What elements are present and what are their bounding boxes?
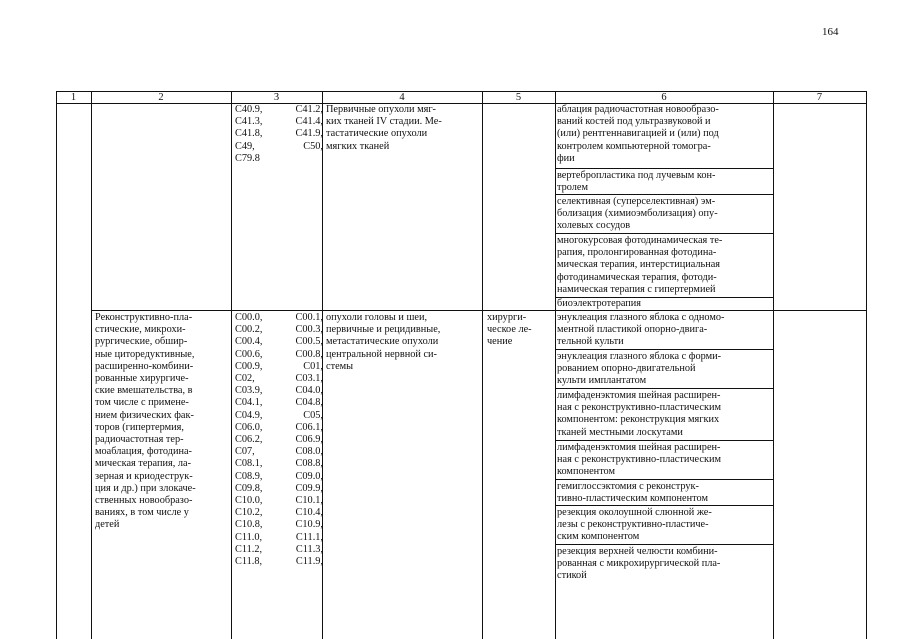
icd-code: C01, xyxy=(303,360,323,372)
icd-code: C00.1, xyxy=(295,312,323,323)
icd-code: C49, xyxy=(235,140,255,152)
icd-code: C10.8, xyxy=(235,519,263,531)
icd-code: C08.1, xyxy=(235,458,263,470)
diagnosis: опухоли головы и шеи, первичные и рецидивные, метастатические опухоли центральной нервной си- стемы xyxy=(326,312,441,372)
icd-code: C00.5, xyxy=(295,336,323,348)
icd-code: C07, xyxy=(235,446,255,458)
icd-code: C00.8, xyxy=(295,348,323,360)
icd-code: C00.2, xyxy=(235,324,263,336)
treatment-type: хирурги- ческое ле- чение xyxy=(487,312,532,348)
icd-code: C11.2, xyxy=(235,543,263,555)
method-item: энуклеация глазного яблока с одномо- ментной пластикой опорно-двига- тельной культи xyxy=(557,312,725,348)
column-border xyxy=(866,91,867,639)
icd-code: C11.3, xyxy=(295,543,323,555)
icd-code: C00.9, xyxy=(235,360,263,372)
icd-code: C09.9, xyxy=(295,482,323,494)
method-divider xyxy=(555,168,773,169)
column-border xyxy=(482,91,483,639)
method-divider xyxy=(555,440,773,441)
method-item: гемиглоссэктомия с реконструк- тивно-пластическим компонентом xyxy=(557,481,708,505)
icd-code: C10.0, xyxy=(235,495,263,507)
icd-code: C05, xyxy=(303,409,323,421)
header-col-7: 7 xyxy=(816,92,823,103)
icd-code: C02, xyxy=(235,373,255,385)
method-item: резекция верхней челюсти комбини- рованная с микрохирургической пла- стикой xyxy=(557,546,721,582)
icd-code: C08.8, xyxy=(295,458,323,470)
icd-code xyxy=(279,153,323,165)
icd-code: C79.8 xyxy=(235,152,260,164)
icd-codes xyxy=(235,312,323,568)
icd-code: C08.9, xyxy=(235,470,263,482)
method-item: энуклеация глазного яблока с форми- рованием опорно-двигательной культи имплантатом xyxy=(557,351,722,387)
icd-code: C41.4, xyxy=(295,116,323,128)
method-item: вертебропластика под лучевым кон- тролем xyxy=(557,170,716,194)
header-col-6: 6 xyxy=(661,92,667,103)
header-col-3: 3 xyxy=(273,92,280,103)
column-border xyxy=(91,91,92,639)
method-item: биоэлектротерапия xyxy=(557,298,642,309)
method-divider xyxy=(555,233,773,234)
icd-code: C03.9, xyxy=(235,385,263,397)
icd-code: C41.3, xyxy=(235,116,263,128)
icd-code: C06.2, xyxy=(235,434,263,446)
header-col-2: 2 xyxy=(158,92,164,103)
method-item: резекция околоушной слюнной же- лезы с реконструктивно-пластиче- ским компонентом xyxy=(557,507,712,543)
method-item: лимфаденэктомия шейная расширен- ная с реконструктивно-пластическим компонентом xyxy=(557,442,721,478)
method-item: селективная (суперселективная) эм- болизация (химиоэмболизация) опу- холевых сосудов xyxy=(557,196,718,232)
icd-code: C11.1, xyxy=(295,531,323,543)
icd-code: C04.0, xyxy=(295,385,323,397)
icd-code: C11.9, xyxy=(295,556,323,568)
intervention-name: Реконструктивно-пла- стические, микрохи- рургические, обшир- ные циторедуктивные, расширенно-комбини- рованные хирургиче- ские вмешательства, в том числе с примене- нием физических фак- торов (гипертермия, радиочастотная тер- моаблация, фотодина- мическая терапия, ла- зерная и криодеструк- ция и др.) при злокаче- ственных новообразо- ваниях, в том числе у детей xyxy=(95,312,196,531)
icd-codes xyxy=(235,104,323,165)
icd-code: C10.9, xyxy=(295,519,323,531)
icd-code: C06.9, xyxy=(295,434,323,446)
icd-code: C00.0, xyxy=(235,312,263,323)
icd-code: C10.2, xyxy=(235,507,263,519)
column-border xyxy=(773,91,774,639)
icd-code: C00.6, xyxy=(235,348,263,360)
method-divider xyxy=(555,479,773,480)
icd-code: C00.3, xyxy=(295,324,323,336)
diagnosis: Первичные опухоли мяг- ких тканей IV стадии. Ме- тастатические опухоли мягких тканей xyxy=(326,104,442,152)
icd-code: C06.0, xyxy=(235,421,263,433)
icd-code: C09.8, xyxy=(235,482,263,494)
header-col-5: 5 xyxy=(515,92,522,103)
icd-code: C11.8, xyxy=(235,556,263,568)
icd-code: C10.1, xyxy=(295,495,323,507)
icd-code: C40.9, xyxy=(235,104,263,115)
header-col-1: 1 xyxy=(70,92,77,103)
icd-code: C10.4, xyxy=(295,507,323,519)
icd-code: C04.1, xyxy=(235,397,263,409)
icd-code: C08.0, xyxy=(295,446,323,458)
column-border xyxy=(231,91,232,639)
column-border xyxy=(555,91,556,639)
icd-code: C04.9, xyxy=(235,409,263,421)
icd-code: C41.2, xyxy=(295,104,323,115)
icd-code: C09.0, xyxy=(295,470,323,482)
icd-code: C50, xyxy=(303,140,323,152)
page-number: 164 xyxy=(822,26,839,38)
column-border xyxy=(56,91,57,639)
method-item: лимфаденэктомия шейная расширен- ная с реконструктивно-пластическим компонентом: реконструкция мягких тканей местными лоскутами xyxy=(557,390,721,438)
method-divider xyxy=(555,349,773,350)
method-divider xyxy=(555,388,773,389)
icd-code: C41.8, xyxy=(235,128,263,140)
icd-code: C03.1, xyxy=(295,373,323,385)
icd-code: C06.1, xyxy=(295,421,323,433)
icd-code: C11.0, xyxy=(235,531,263,543)
icd-code: C41.9, xyxy=(295,128,323,140)
method-divider xyxy=(555,544,773,545)
method-item: многокурсовая фотодинамическая те- рапия, пролонгированная фотодина- мическая терапия, интерстициальная фотодинамическая терапия, фотоди- намическая терапия с гипертермией xyxy=(557,235,723,295)
icd-code: C00.4, xyxy=(235,336,263,348)
header-col-4: 4 xyxy=(399,92,405,103)
icd-code: C04.8, xyxy=(295,397,323,409)
method-item: аблация радиочастотная новообразо- ваний костей под ультразвуковой и (или) рентгеннавигацией и (или) под контролем компьютерной томогра- фии xyxy=(557,104,719,164)
